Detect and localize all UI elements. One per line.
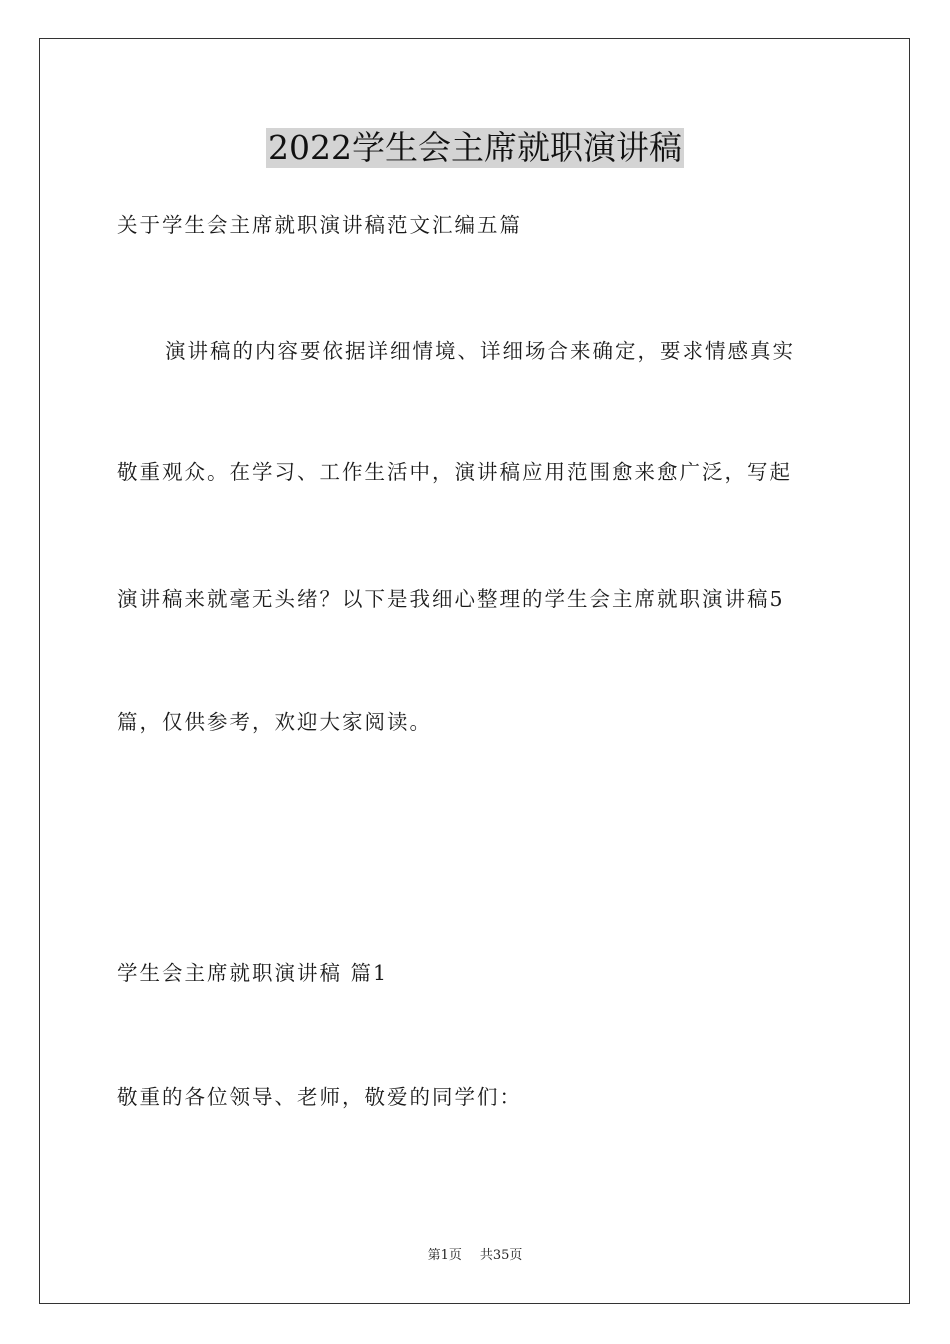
intro-line-2: 敬重观众。在学习、工作生活中，演讲稿应用范围愈来愈广泛，写起 bbox=[117, 460, 792, 484]
intro-line-3: 演讲稿来就毫无头绪？以下是我细心整理的学生会主席就职演讲稿5 bbox=[117, 587, 785, 611]
greeting: 敬重的各位领导、老师，敬爱的同学们： bbox=[117, 1085, 522, 1109]
total-pages: 共35页 bbox=[479, 1248, 523, 1263]
document-subtitle: 关于学生会主席就职演讲稿范文汇编五篇 bbox=[117, 213, 522, 237]
title-container bbox=[0, 128, 950, 168]
page-footer bbox=[0, 1248, 950, 1264]
section-heading: 学生会主席就职演讲稿 篇1 bbox=[117, 961, 389, 985]
intro-line-4: 篇，仅供参考，欢迎大家阅读。 bbox=[117, 710, 432, 734]
current-page: 第1页 bbox=[427, 1248, 462, 1263]
intro-line-1: 演讲稿的内容要依据详细情境、详细场合来确定，要求情感真实 bbox=[165, 339, 795, 363]
document-title: 2022学生会主席就职演讲稿 bbox=[268, 128, 682, 167]
